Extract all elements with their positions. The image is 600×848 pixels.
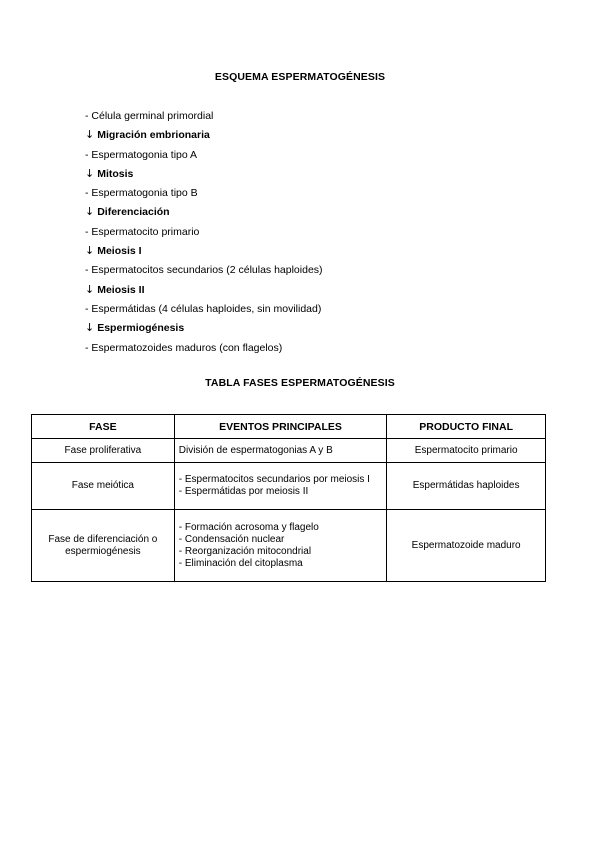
event-item: División de espermatogonias A y B bbox=[178, 444, 333, 456]
scheme-stage: - Espermatogonia tipo A bbox=[85, 148, 198, 161]
scheme-step-label: Migración embrionaria bbox=[97, 129, 210, 142]
scheme-title: ESQUEMA ESPERMATOGÉNESIS bbox=[214, 71, 386, 83]
event-item: - Formación acrosoma y flagelo bbox=[178, 521, 319, 533]
table-row bbox=[32, 463, 546, 510]
scheme-step-label: Espermiogénesis bbox=[97, 322, 185, 335]
down-arrow-icon: ↓ bbox=[85, 321, 95, 335]
down-arrow-icon: ↓ bbox=[85, 128, 95, 142]
table-header-row bbox=[32, 415, 546, 439]
cell-product: Espermátidas haploides bbox=[387, 463, 546, 510]
event-item: - Espermatocitos secundarios por meiosis I bbox=[178, 474, 370, 485]
cell-phase: Fase proliferativa bbox=[32, 439, 175, 463]
cell-phase: Fase meiótica bbox=[32, 463, 175, 510]
scheme-stage: - Espermatocitos secundarios (2 células haploides) bbox=[85, 264, 323, 277]
scheme-step-label: Diferenciación bbox=[97, 206, 170, 219]
down-arrow-icon: ↓ bbox=[85, 282, 95, 296]
scheme-stage: - Espermatocito primario bbox=[85, 225, 200, 238]
scheme-stage: - Espermátidas (4 células haploides, sin movilidad) bbox=[85, 302, 322, 315]
scheme-stage: - Espermatogonia tipo B bbox=[85, 187, 198, 200]
cell-product: Espermatozoide maduro bbox=[387, 510, 546, 582]
phases-table bbox=[31, 414, 546, 582]
scheme-step bbox=[85, 205, 323, 224]
cell-events bbox=[174, 510, 387, 582]
scheme-step-label: Meiosis II bbox=[97, 283, 145, 296]
scheme-step bbox=[85, 167, 323, 186]
scheme-stage: - Célula germinal primordial bbox=[85, 110, 214, 122]
table-row bbox=[32, 439, 546, 463]
event-item: - Condensación nuclear bbox=[178, 533, 285, 545]
scheme-step bbox=[85, 128, 323, 147]
scheme-step bbox=[85, 244, 323, 263]
scheme-stage: - Espermatozoides maduros (con flagelos) bbox=[85, 341, 283, 354]
event-item: - Espermátidas por meiosis II bbox=[178, 486, 309, 497]
scheme-step-label: Meiosis I bbox=[97, 245, 142, 258]
scheme-step bbox=[85, 321, 323, 340]
down-arrow-icon: ↓ bbox=[85, 205, 95, 219]
down-arrow-icon: ↓ bbox=[85, 244, 95, 258]
header-phase: FASE bbox=[32, 415, 175, 439]
spermatogenesis-scheme bbox=[85, 109, 323, 360]
cell-phase: Fase de diferenciación o espermiogénesis bbox=[32, 510, 175, 582]
header-events: EVENTOS PRINCIPALES bbox=[174, 415, 387, 439]
event-item: - Eliminación del citoplasma bbox=[178, 557, 303, 569]
down-arrow-icon: ↓ bbox=[85, 166, 95, 180]
header-product: PRODUCTO FINAL bbox=[387, 415, 546, 439]
table-row bbox=[32, 510, 546, 582]
event-item: - Reorganización mitocondrial bbox=[178, 545, 312, 557]
cell-events bbox=[174, 439, 387, 463]
scheme-step bbox=[85, 283, 323, 302]
cell-events bbox=[174, 463, 387, 510]
scheme-step-label: Mitosis bbox=[97, 167, 134, 180]
table-title: TABLA FASES ESPERMATOGÉNESIS bbox=[205, 377, 395, 389]
cell-product: Espermatocito primario bbox=[387, 439, 546, 463]
